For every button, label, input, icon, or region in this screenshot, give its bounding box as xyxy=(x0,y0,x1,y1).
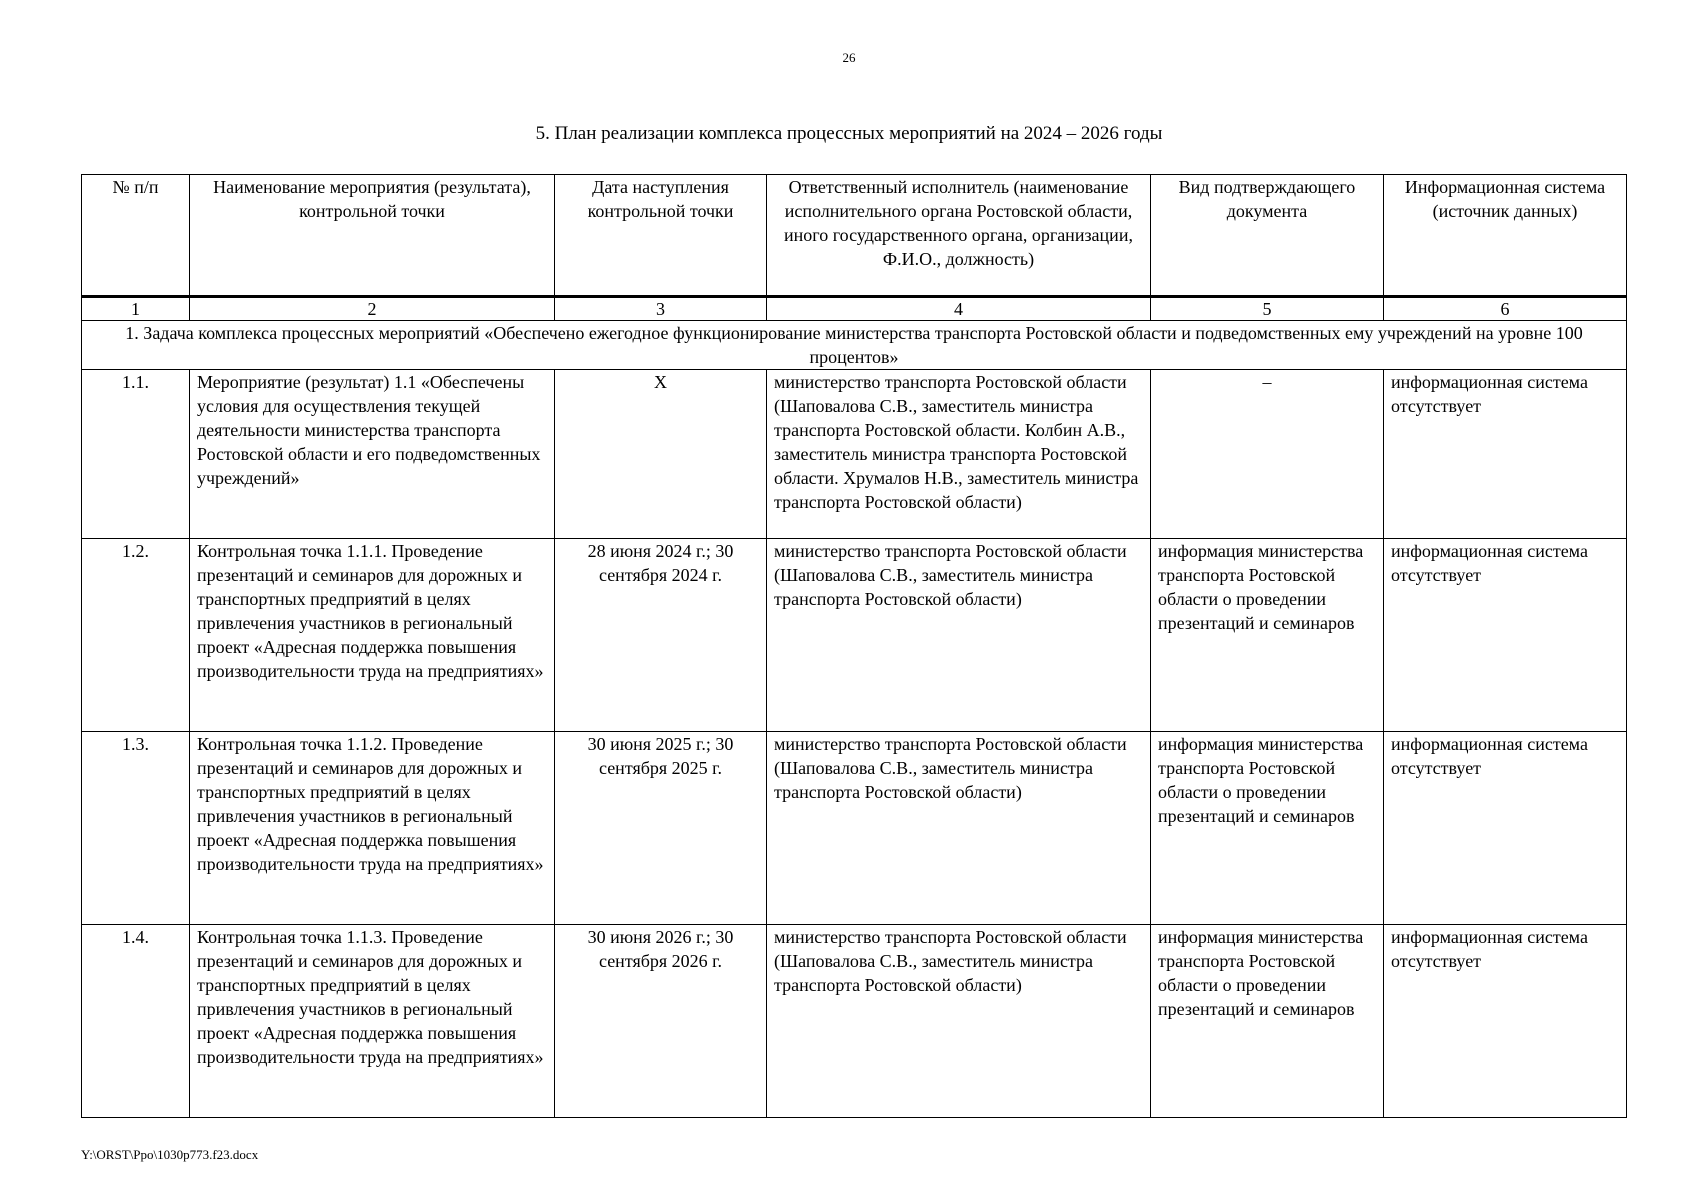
row-document: информация министерства транспорта Ростовской области о проведении презентаций и семинаров xyxy=(1151,732,1384,925)
row-name: Мероприятие (результат) 1.1 «Обеспечены условия для осуществления текущей деятельности министерства транспорта Ростовской области и его подведомственных учреждений» xyxy=(190,370,555,539)
header-date: Дата наступления контрольной точки xyxy=(555,175,767,297)
row-name: Контрольная точка 1.1.1. Проведение презентаций и семинаров для дорожных и транспортных предприятий в целях привлечения участников в региональный проект «Адресная поддержка повышения производительности труда на предприятиях» xyxy=(190,539,555,732)
row-date: 30 июня 2026 г.; 30 сентября 2026 г. xyxy=(555,925,767,1118)
task-cell: 1. Задача комплекса процессных мероприятий «Обеспечено ежегодное функционирование министерства транспорта Ростовской области и подведомственных ему учреждений на уровне 100 процентов» xyxy=(82,321,1627,370)
table-row xyxy=(82,539,1627,732)
row-date: X xyxy=(555,370,767,539)
column-number-row xyxy=(82,297,1627,321)
row-responsible: министерство транспорта Ростовской области (Шаповалова С.В., заместитель министра транспорта Ростовской области) xyxy=(767,539,1151,732)
row-number: 1.2. xyxy=(82,539,190,732)
row-responsible: министерство транспорта Ростовской области (Шаповалова С.В., заместитель министра транспорта Ростовской области) xyxy=(767,732,1151,925)
task-row xyxy=(82,321,1627,370)
row-document: – xyxy=(1151,370,1384,539)
row-name: Контрольная точка 1.1.2. Проведение презентаций и семинаров для дорожных и транспортных предприятий в целях привлечения участников в региональный проект «Адресная поддержка повышения производительности труда на предприятиях» xyxy=(190,732,555,925)
header-responsible: Ответственный исполнитель (наименование исполнительного органа Ростовской области, иного государственного органа, организации, Ф.И.О., должность) xyxy=(767,175,1151,297)
row-system: информационная система отсутствует xyxy=(1384,732,1627,925)
page-number: 26 xyxy=(842,50,856,65)
header-name: Наименование мероприятия (результата), контрольной точки xyxy=(190,175,555,297)
row-date: 30 июня 2025 г.; 30 сентября 2025 г. xyxy=(555,732,767,925)
table-row xyxy=(82,925,1627,1118)
row-system: информационная система отсутствует xyxy=(1384,539,1627,732)
row-document: информация министерства транспорта Ростовской области о проведении презентаций и семинаров xyxy=(1151,925,1384,1118)
column-number: 1 xyxy=(82,297,190,321)
row-responsible: министерство транспорта Ростовской области (Шаповалова С.В., заместитель министра транспорта Ростовской области. Колбин А.В., заместитель министра транспорта Ростовской области. Хрумалов Н.В., заместитель министра транспорта Ростовской области) xyxy=(767,370,1151,539)
header-document: Вид подтверждающего документа xyxy=(1151,175,1384,297)
row-number: 1.4. xyxy=(82,925,190,1118)
file-path-footer: Y:\ORST\Ppo\1030p773.f23.docx xyxy=(81,1147,259,1162)
row-date: 28 июня 2024 г.; 30 сентября 2024 г. xyxy=(555,539,767,732)
plan-table xyxy=(81,174,1627,1118)
header-system: Информационная система (источник данных) xyxy=(1384,175,1627,297)
column-number: 4 xyxy=(767,297,1151,321)
row-document: информация министерства транспорта Ростовской области о проведении презентаций и семинаров xyxy=(1151,539,1384,732)
column-number: 5 xyxy=(1151,297,1384,321)
column-number: 3 xyxy=(555,297,767,321)
row-responsible: министерство транспорта Ростовской области (Шаповалова С.В., заместитель министра транспорта Ростовской области) xyxy=(767,925,1151,1118)
page-title: 5. План реализации комплекса процессных мероприятий на 2024 – 2026 годы xyxy=(535,123,1163,144)
table-row xyxy=(82,370,1627,539)
row-system: информационная система отсутствует xyxy=(1384,370,1627,539)
table-header-row xyxy=(82,175,1627,297)
header-number: № п/п xyxy=(82,175,190,297)
table-row xyxy=(82,732,1627,925)
row-name: Контрольная точка 1.1.3. Проведение презентаций и семинаров для дорожных и транспортных предприятий в целях привлечения участников в региональный проект «Адресная поддержка повышения производительности труда на предприятиях» xyxy=(190,925,555,1118)
column-number: 6 xyxy=(1384,297,1627,321)
row-number: 1.1. xyxy=(82,370,190,539)
row-number: 1.3. xyxy=(82,732,190,925)
row-system: информационная система отсутствует xyxy=(1384,925,1627,1118)
column-number: 2 xyxy=(190,297,555,321)
